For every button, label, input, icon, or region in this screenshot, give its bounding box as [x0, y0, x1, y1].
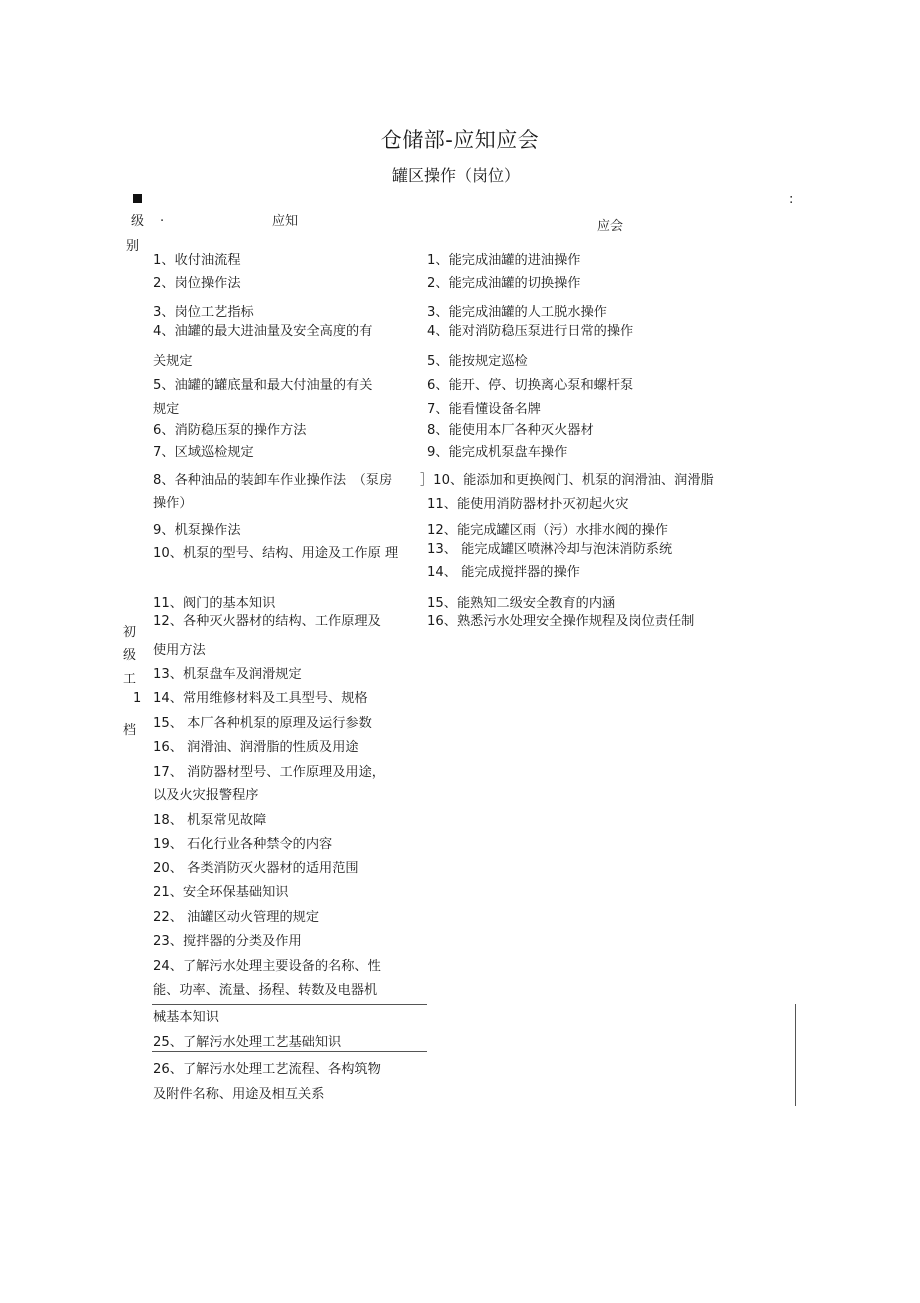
know-item: 26、了解污水处理工艺流程、各构筑物	[153, 1062, 381, 1077]
page-subtitle: 罐区操作（岗位）	[391, 166, 520, 185]
can-item: 1、能完成油罐的进油操作	[427, 253, 581, 268]
square-bullet-icon	[133, 194, 142, 203]
know-item: 以及火灾报警程序	[153, 788, 259, 803]
know-item: 8、各种油品的装卸车作业操作法 （泵房	[153, 473, 393, 488]
know-item: 12、各种灭火器材的结构、工作原理及	[153, 614, 381, 629]
know-item: 9、机泵操作法	[153, 523, 241, 538]
can-item: 14、 能完成搅拌器的操作	[427, 565, 580, 580]
know-item: 18、 机泵常见故障	[153, 813, 267, 828]
know-item: 关规定	[153, 354, 193, 369]
know-item: 11、阀门的基本知识	[153, 596, 276, 611]
know-item: 23、搅拌器的分类及作用	[153, 934, 302, 949]
side-label-char: 档	[123, 723, 137, 738]
level-label-bottom: 别	[126, 239, 140, 254]
level-label-top: 级	[131, 214, 145, 229]
know-item: 及附件名称、用途及相互关系	[153, 1087, 325, 1102]
know-item: 20、 各类消防灭火器材的适用范围	[153, 861, 359, 876]
know-item: 24、了解污水处理主要设备的名称、性	[153, 959, 381, 974]
know-item: 1、收付油流程	[153, 253, 241, 268]
know-item: 4、油罐的最大进油量及安全高度的有	[153, 324, 373, 339]
rule-line	[152, 1051, 427, 1052]
can-item: 16、熟悉污水处理安全操作规程及岗位责任制	[427, 614, 695, 629]
can-item: ］10、能添加和更换阀门、机泵的润滑油、润滑脂	[420, 473, 714, 488]
can-item: 13、 能完成罐区喷淋冷却与泡沫消防系统	[427, 542, 673, 557]
know-item: 14、常用维修材料及工具型号、规格	[153, 691, 368, 706]
know-item: 10、机泵的型号、结构、用途及工作原 理	[153, 546, 399, 561]
know-item: 19、 石化行业各种禁令的内容	[153, 837, 333, 852]
side-label-char: 级	[123, 648, 137, 663]
know-item: 7、区域巡检规定	[153, 445, 254, 460]
can-item: 11、能使用消防器材扑灭初起火灾	[427, 497, 629, 512]
can-column-header: 应会	[597, 219, 624, 234]
can-item: 8、能使用本厂各种灭火器材	[427, 423, 594, 438]
rule-line	[795, 1004, 796, 1106]
rule-line	[152, 1004, 427, 1005]
side-label-char: 初	[123, 625, 137, 640]
can-item: 2、能完成油罐的切换操作	[427, 276, 581, 291]
side-label-char: 工	[123, 672, 137, 687]
can-item: 4、能对消防稳压泵进行日常的操作	[427, 324, 634, 339]
know-item: 械基本知识	[153, 1010, 219, 1025]
side-label-char: 1	[133, 691, 142, 706]
know-item: 5、油罐的罐底量和最大付油量的有关	[153, 378, 373, 393]
can-item: 12、能完成罐区雨（污）水排水阀的操作	[427, 523, 668, 538]
know-item: 13、机泵盘车及润滑规定	[153, 667, 302, 682]
know-item: 2、岗位操作法	[153, 276, 241, 291]
can-item: 9、能完成机泵盘车操作	[427, 445, 568, 460]
can-item: 3、能完成油罐的人工脱水操作	[427, 305, 607, 320]
know-item: 22、 油罐区动火管理的规定	[153, 910, 320, 925]
can-item: 6、能开、停、切换离心泵和螺杆泵	[427, 378, 634, 393]
know-item: 3、岗位工艺指标	[153, 305, 254, 320]
know-item: 16、 润滑油、润滑脂的性质及用途	[153, 740, 359, 755]
know-item: 25、了解污水处理工艺基础知识	[153, 1035, 342, 1050]
know-item: 操作）	[153, 496, 193, 511]
know-column-header: 应知	[272, 214, 299, 229]
header-dot: .	[160, 210, 165, 225]
can-item: 15、能熟知二级安全教育的内涵	[427, 596, 616, 611]
know-item: 17、 消防器材型号、工作原理及用途，	[153, 765, 385, 780]
know-item: 21、安全环保基础知识	[153, 885, 289, 900]
know-item: 使用方法	[153, 643, 206, 658]
colon-mark: :	[789, 192, 794, 207]
know-item: 15、 本厂各种机泵的原理及运行参数	[153, 716, 372, 731]
can-item: 7、能看懂设备名牌	[427, 402, 541, 417]
know-item: 能、功率、流量、扬程、转数及电器机	[153, 983, 378, 998]
page-title: 仓储部-应知应会	[380, 128, 540, 152]
know-item: 规定	[153, 402, 180, 417]
know-item: 6、消防稳压泵的操作方法	[153, 423, 307, 438]
can-item: 5、能按规定巡检	[427, 354, 528, 369]
